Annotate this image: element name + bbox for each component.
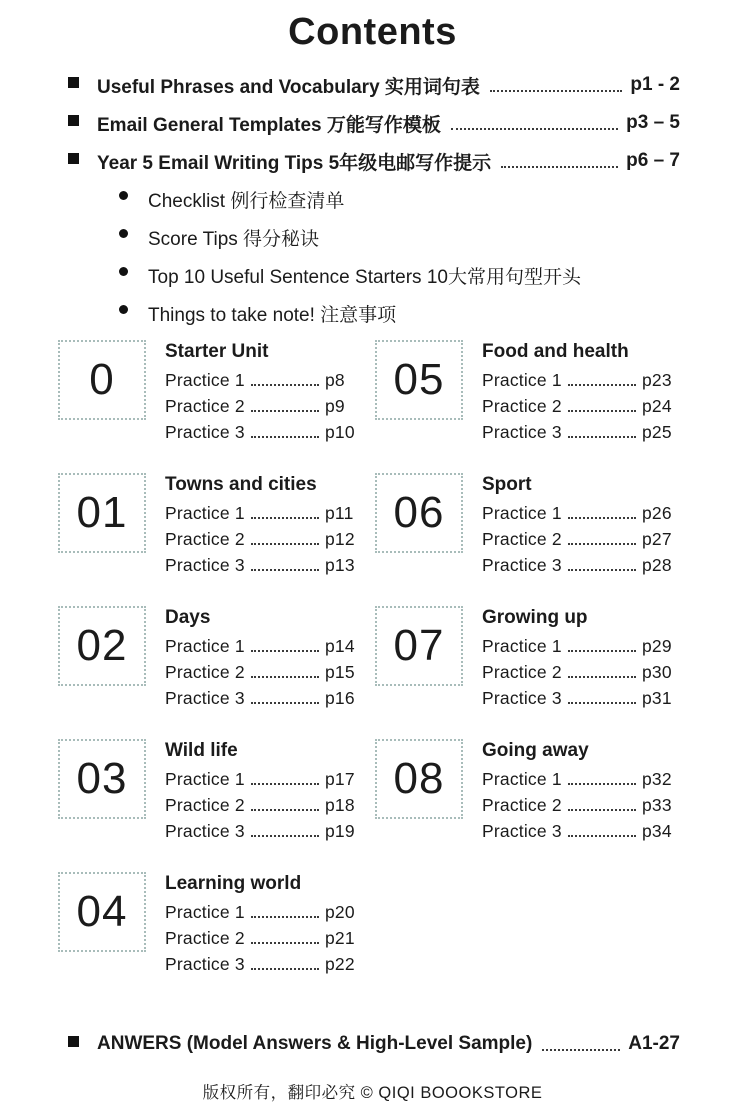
unit-number: 07 [393,621,445,670]
practice-label: Practice 3 [482,687,562,708]
unit-title: Sport [482,474,532,495]
dotted-leader [568,517,636,519]
unit-title: Days [165,607,211,628]
practice-row [165,899,365,925]
dotted-leader [251,543,319,545]
practice-label: Practice 2 [165,395,245,416]
dotted-leader [251,410,319,412]
dotted-leader [251,436,319,438]
practice-label: Practice 1 [482,369,562,390]
practice-row [165,659,365,685]
dotted-leader [251,783,319,785]
practice-row [165,500,365,526]
dotted-leader [251,968,319,970]
practice-page: p23 [642,369,672,390]
toc-sub-label: Top 10 Useful Sentence Starters 10大常用句型开头 [148,266,581,288]
toc-sub-label: Things to take note! 注意事项 [148,304,397,326]
dotted-leader [251,942,319,944]
square-bullet-icon [68,1036,79,1047]
practice-row [482,659,682,685]
practice-row [165,925,365,951]
unit-number: 05 [393,355,445,404]
toc-entry-pages: p6 – 7 [626,150,680,171]
unit-block-0 [58,340,365,445]
practice-page: p19 [325,820,355,841]
practice-page: p15 [325,661,355,682]
practice-page: p28 [642,554,672,575]
practice-row [482,818,682,844]
practice-page: p22 [325,953,355,974]
practice-row [482,633,682,659]
unit-title: Growing up [482,607,588,628]
practice-label: Practice 2 [482,395,562,416]
practice-label: Practice 3 [165,421,245,442]
practice-row [482,766,682,792]
dotted-leader [568,783,636,785]
practice-page: p14 [325,635,355,656]
practice-label: Practice 1 [482,502,562,523]
dotted-leader [251,384,319,386]
practice-label: Practice 3 [482,820,562,841]
toc-sub-label: Checklist 例行检查清单 [148,190,345,212]
practice-page: p29 [642,635,672,656]
round-bullet-icon [119,191,128,200]
dotted-leader [568,835,636,837]
unit-number: 03 [76,754,128,803]
unit-number: 06 [393,488,445,537]
practice-label: Practice 1 [482,635,562,656]
toc-top-list [68,66,680,180]
dotted-leader [568,676,636,678]
page-title: Contents [288,11,457,53]
round-bullet-icon [119,267,128,276]
practice-label: Practice 1 [165,502,245,523]
practice-row [482,500,682,526]
toc-sub-entry [119,180,680,218]
practice-label: Practice 1 [165,635,245,656]
toc-sub-label: Score Tips 得分秘诀 [148,228,320,250]
unit-title: Learning world [165,873,302,894]
practice-page: p13 [325,554,355,575]
practice-page: p20 [325,901,355,922]
unit-number-box [375,340,463,420]
unit-block-01 [58,473,365,578]
unit-title: Going away [482,740,589,761]
unit-block-02 [58,606,365,711]
practice-page: p21 [325,927,355,948]
dotted-leader [251,517,319,519]
unit-number: 01 [76,488,128,537]
dotted-leader [568,543,636,545]
toc-entry-label: Useful Phrases and Vocabulary 实用词句表 [97,76,480,98]
practice-row [165,685,365,711]
dotted-leader [568,569,636,571]
practice-row [165,526,365,552]
practice-label: Practice 2 [165,927,245,948]
practice-label: Practice 2 [482,794,562,815]
practice-label: Practice 2 [165,794,245,815]
practice-label: Practice 3 [165,820,245,841]
practice-label: Practice 2 [165,528,245,549]
round-bullet-icon [119,229,128,238]
dotted-leader [251,650,319,652]
units-column-right [375,340,682,1005]
practice-label: Practice 1 [482,768,562,789]
unit-number: 02 [76,621,128,670]
dotted-leader [251,702,319,704]
unit-number: 08 [393,754,445,803]
unit-block-07 [375,606,682,711]
practice-page: p17 [325,768,355,789]
practice-label: Practice 2 [165,661,245,682]
practice-row [165,818,365,844]
practice-label: Practice 3 [165,687,245,708]
unit-block-06 [375,473,682,578]
practice-page: p26 [642,502,672,523]
practice-row [482,685,682,711]
practice-label: Practice 3 [482,554,562,575]
practice-row [165,419,365,445]
unit-number-box [375,739,463,819]
practice-row [482,393,682,419]
unit-title: Starter Unit [165,341,269,362]
unit-number: 0 [89,355,115,404]
dotted-leader [251,809,319,811]
practice-label: Practice 2 [482,661,562,682]
unit-block-08 [375,739,682,844]
practice-label: Practice 3 [165,953,245,974]
dotted-leader [251,569,319,571]
toc-entry [68,104,680,142]
practice-page: p12 [325,528,355,549]
practice-page: p34 [642,820,672,841]
practice-page: p16 [325,687,355,708]
toc-sub-entry [119,294,680,332]
dotted-leader [451,128,618,130]
practice-row [482,792,682,818]
toc-entry-pages: p1 - 2 [630,74,680,95]
practice-row [165,792,365,818]
practice-label: Practice 3 [482,421,562,442]
units-column-left [58,340,365,1005]
unit-title: Food and health [482,341,629,362]
practice-row [165,633,365,659]
practice-page: p24 [642,395,672,416]
practice-label: Practice 1 [165,369,245,390]
practice-row [165,367,365,393]
practice-page: p25 [642,421,672,442]
practice-label: Practice 3 [165,554,245,575]
practice-row [165,951,365,977]
unit-number-box [375,606,463,686]
unit-number-box [58,872,146,952]
practice-page: p31 [642,687,672,708]
dotted-leader [490,90,622,92]
dotted-leader [251,676,319,678]
dotted-leader [568,702,636,704]
practice-label: Practice 2 [482,528,562,549]
practice-row [482,419,682,445]
dotted-leader [251,835,319,837]
unit-block-04 [58,872,365,977]
practice-row [482,367,682,393]
answers-pages: A1-27 [628,1033,680,1054]
practice-page: p32 [642,768,672,789]
round-bullet-icon [119,305,128,314]
dotted-leader [568,809,636,811]
practice-row [482,552,682,578]
square-bullet-icon [68,115,79,126]
practice-label: Practice 1 [165,768,245,789]
dotted-leader [568,410,636,412]
practice-page: p8 [325,369,345,390]
dotted-leader [501,166,618,168]
unit-block-05 [375,340,682,445]
practice-page: p33 [642,794,672,815]
unit-number-box [375,473,463,553]
practice-row [482,526,682,552]
practice-page: p30 [642,661,672,682]
dotted-leader [251,916,319,918]
toc-entry [68,142,680,180]
practice-row [165,766,365,792]
toc-sub-entry [119,256,680,294]
answers-label: ANWERS (Model Answers & High-Level Sample) [97,1033,533,1054]
practice-label: Practice 1 [165,901,245,922]
practice-page: p10 [325,421,355,442]
practice-page: p27 [642,528,672,549]
practice-page: p18 [325,794,355,815]
toc-entry-label: Email General Templates 万能写作模板 [97,114,441,136]
answers-section [68,1025,680,1063]
square-bullet-icon [68,77,79,88]
copyright-footer: 版权所有，翻印必究 © QIQI BOOOKSTORE [202,1084,543,1102]
units-grid [58,340,680,1005]
unit-title: Wild life [165,740,238,761]
practice-row [165,393,365,419]
toc-sub-entry [119,218,680,256]
practice-page: p9 [325,395,345,416]
unit-number-box [58,739,146,819]
dotted-leader [568,650,636,652]
toc-entry [68,66,680,104]
answers-entry [68,1025,680,1063]
dotted-leader [568,436,636,438]
unit-number-box [58,473,146,553]
dotted-leader [568,384,636,386]
square-bullet-icon [68,153,79,164]
toc-entry-label: Year 5 Email Writing Tips 5年级电邮写作提示 [97,152,492,174]
practice-row [165,552,365,578]
unit-block-03 [58,739,365,844]
toc-sub-list [119,180,680,332]
unit-number: 04 [76,887,128,936]
toc-entry-pages: p3 – 5 [626,112,680,133]
dotted-leader [542,1049,620,1051]
unit-title: Towns and cities [165,474,317,495]
practice-page: p11 [325,502,354,523]
unit-number-box [58,340,146,420]
unit-number-box [58,606,146,686]
